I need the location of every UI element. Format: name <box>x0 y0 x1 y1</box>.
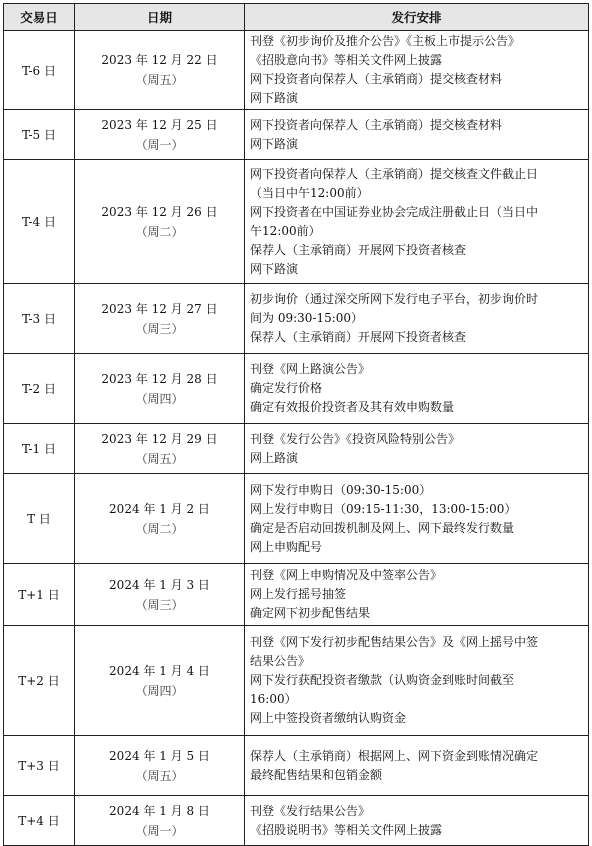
trade-day-cell: T-2 日 <box>4 354 75 424</box>
weekday-label: （周二） <box>135 521 184 536</box>
arrangement-line: 网上发行摇号抽签 <box>250 587 347 601</box>
arrangement-line: 确定是否启动回拨机制及网上、网下最终发行数量 <box>250 520 515 535</box>
arrangement-line: 保荐人（主承销商）根据网上、网下资金到账情况确定 <box>250 748 539 763</box>
table-row <box>4 474 589 564</box>
calendar-date: 2023 年 12 月 25 日 <box>101 117 218 132</box>
arrangement-line: 结果公告》 <box>250 654 311 668</box>
table-row <box>4 160 589 284</box>
arrangement-cell <box>245 736 589 796</box>
date-cell <box>75 110 245 160</box>
calendar-date: 2024 年 1 月 3 日 <box>109 577 210 592</box>
arrangement-line: 网下路演 <box>250 261 299 276</box>
arrangement-line: 确定发行价格 <box>250 381 323 395</box>
calendar-date: 2023 年 12 月 29 日 <box>101 431 218 446</box>
date-cell <box>75 474 245 564</box>
weekday-label: （周三） <box>135 321 184 336</box>
date-cell <box>75 796 245 846</box>
table-row <box>4 31 589 110</box>
weekday-label: （周一） <box>135 137 184 152</box>
trade-day-cell: T+4 日 <box>4 796 75 846</box>
weekday-label: （周五） <box>135 451 184 466</box>
weekday-label: （周五） <box>135 73 184 87</box>
arrangement-cell <box>245 284 589 354</box>
calendar-date: 2024 年 1 月 5 日 <box>109 748 210 763</box>
arrangement-cell <box>245 564 589 626</box>
arrangement-line: 网下投资者向保荐人（主承销商）提交核查文件截止日 <box>250 166 539 181</box>
weekday-label: （周一） <box>135 823 184 838</box>
table-row <box>4 424 589 474</box>
arrangement-cell <box>245 796 589 846</box>
arrangement-line: 最终配售结果和包销金额 <box>250 767 383 782</box>
header-row <box>4 4 589 31</box>
arrangement-line: 保荐人（主承销商）开展网下投资者核查 <box>250 330 467 344</box>
arrangement-line: 午12:00前） <box>250 223 321 238</box>
header-date: 日期 <box>75 4 245 31</box>
trade-day-cell: T+2 日 <box>4 626 75 736</box>
arrangement-cell <box>245 626 589 736</box>
table-row <box>4 626 589 736</box>
arrangement-cell <box>245 474 589 564</box>
calendar-date: 2023 年 12 月 27 日 <box>101 301 218 316</box>
calendar-date: 2024 年 1 月 8 日 <box>109 803 210 818</box>
arrangement-line: 网下投资者在中国证券业协会完成注册截止日（当日中 <box>250 204 539 219</box>
arrangement-cell <box>245 424 589 474</box>
trade-day-cell: T 日 <box>4 474 75 564</box>
date-cell <box>75 284 245 354</box>
arrangement-line: 网上路演 <box>250 450 299 465</box>
trade-day-cell: T-6 日 <box>4 31 75 110</box>
table-row <box>4 736 589 796</box>
arrangement-line: 网下路演 <box>250 91 299 105</box>
weekday-label: （周四） <box>135 683 184 698</box>
date-cell <box>75 354 245 424</box>
arrangement-line: 刊登《网上路演公告》 <box>250 362 371 376</box>
trade-day-cell: T-4 日 <box>4 160 75 284</box>
arrangement-line: 网下投资者向保荐人（主承销商）提交核查材料 <box>250 117 503 132</box>
date-cell <box>75 31 245 110</box>
arrangement-line: 保荐人（主承销商）开展网下投资者核查 <box>250 242 467 257</box>
calendar-date: 2023 年 12 月 22 日 <box>101 53 218 67</box>
table-row <box>4 354 589 424</box>
arrangement-line: 网下路演 <box>250 136 299 151</box>
table-row <box>4 796 589 846</box>
date-cell <box>75 424 245 474</box>
calendar-date: 2023 年 12 月 26 日 <box>101 204 218 219</box>
arrangement-line: 《招股说明书》等相关文件网上披露 <box>250 822 443 837</box>
arrangement-cell <box>245 110 589 160</box>
arrangement-line: 确定网下初步配售结果 <box>250 606 371 620</box>
trade-day-cell: T-3 日 <box>4 284 75 354</box>
arrangement-line: 网下发行获配投资者缴款（认购资金到账时间截至 <box>250 673 515 687</box>
arrangement-line: （当日中午12:00前） <box>250 185 369 200</box>
issuance-schedule-table <box>3 3 589 846</box>
trade-day-cell: T-5 日 <box>4 110 75 160</box>
table-row <box>4 564 589 626</box>
weekday-label: （周二） <box>135 224 184 239</box>
date-cell <box>75 626 245 736</box>
weekday-label: （周五） <box>135 768 184 783</box>
arrangement-line: 刊登《发行公告》《投资风险特别公告》 <box>250 431 461 446</box>
arrangement-line: 网下发行申购日（09:30-15:00） <box>250 482 432 497</box>
table-row <box>4 284 589 354</box>
table-row <box>4 110 589 160</box>
trade-day-cell: T+1 日 <box>4 564 75 626</box>
calendar-date: 2024 年 1 月 4 日 <box>109 663 210 678</box>
trade-day-cell: T-1 日 <box>4 424 75 474</box>
arrangement-line: 刊登《网下发行初步配售结果公告》及《网上摇号中签 <box>250 635 539 649</box>
calendar-date: 2023 年 12 月 28 日 <box>101 371 218 386</box>
arrangement-cell <box>245 354 589 424</box>
calendar-date: 2024 年 1 月 2 日 <box>109 501 210 516</box>
arrangement-line: 网上申购配号 <box>250 539 323 554</box>
arrangement-line: 《招股意向书》等相关文件网上披露 <box>250 53 443 67</box>
header-arrangement: 发行安排 <box>245 4 589 31</box>
arrangement-line: 间为 09:30-15:00） <box>250 311 364 325</box>
arrangement-line: 网上中签投资者缴纳认购资金 <box>250 711 407 725</box>
trade-day-cell: T+3 日 <box>4 736 75 796</box>
arrangement-line: 网上发行申购日（09:15-11:30，13:00-15:00） <box>250 501 517 516</box>
weekday-label: （周三） <box>135 597 184 612</box>
arrangement-line: 确定有效报价投资者及其有效申购数量 <box>250 400 455 414</box>
date-cell <box>75 736 245 796</box>
arrangement-line: 16:00） <box>250 692 297 706</box>
date-cell <box>75 160 245 284</box>
arrangement-cell <box>245 31 589 110</box>
arrangement-line: 刊登《发行结果公告》 <box>250 803 371 818</box>
arrangement-line: 初步询价（通过深交所网下发行电子平台，初步询价时 <box>250 292 539 306</box>
arrangement-line: 刊登《网上申购情况及中签率公告》 <box>250 568 443 582</box>
date-cell <box>75 564 245 626</box>
header-trade-day: 交易日 <box>4 4 75 31</box>
arrangement-line: 刊登《初步询价及推介公告》《主板上市提示公告》 <box>250 34 521 48</box>
arrangement-cell <box>245 160 589 284</box>
weekday-label: （周四） <box>135 391 184 406</box>
arrangement-line: 网下投资者向保荐人（主承销商）提交核查材料 <box>250 72 503 86</box>
